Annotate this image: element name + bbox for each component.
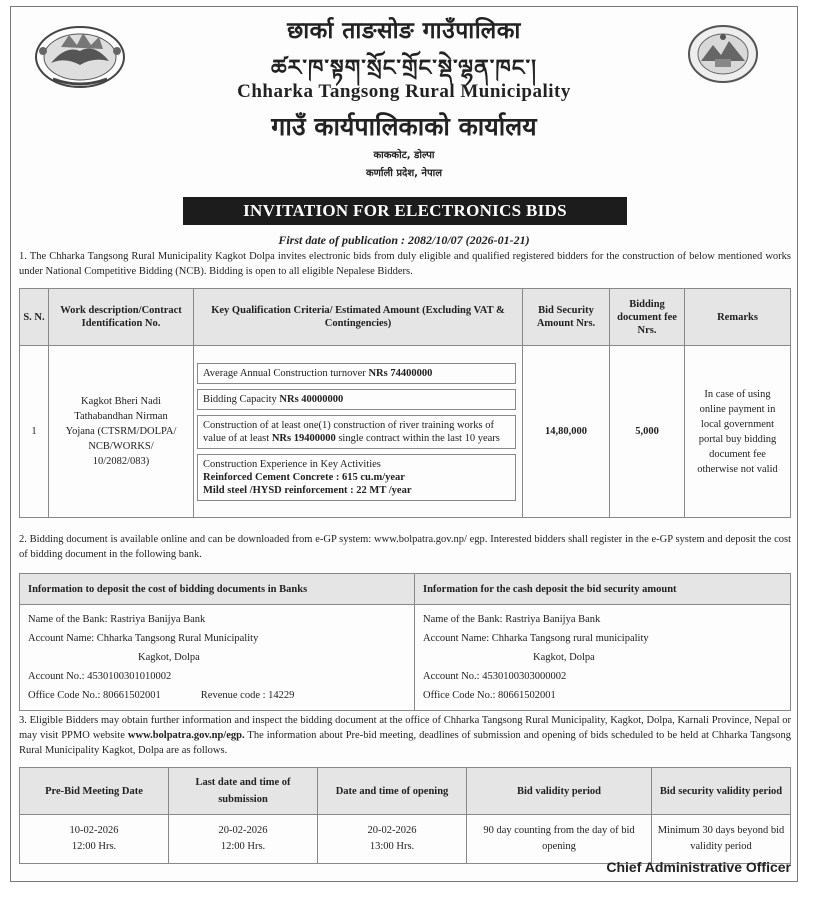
header-bank-left: Information to deposit the cost of bidding documents in Banks bbox=[20, 574, 415, 605]
bank-table bbox=[19, 573, 791, 711]
notice-banner: INVITATION FOR ELECTRONICS BIDS bbox=[183, 197, 627, 225]
office-title: गाउँ कार्यपालिकाको कार्यालय bbox=[271, 112, 537, 141]
paragraph-1: 1. The Chharka Tangsong Rural Municipality Kagkot Dolpa invites electronic bids from duly eligible and qualified registered bidders for the construction of below mentioned works under National Competitive Bidding (NCB). Bidding is open to all eligible Nepalese Bidders. bbox=[19, 251, 791, 277]
criterion-turnover: Average Annual Construction turnover NRs 74400000 bbox=[197, 363, 516, 384]
header-criteria: Key Qualification Criteria/ Estimated Amount (Excluding VAT & Contingencies) bbox=[194, 289, 523, 346]
header-bank-right: Information for the cash deposit the bid security amount bbox=[415, 574, 791, 605]
cell-opening: 20-02-2026 13:00 Hrs. bbox=[318, 815, 467, 864]
address-line-2: कर्णाली प्रदेश, नेपाल bbox=[365, 168, 443, 179]
criterion-bidding-capacity: Bidding Capacity NRs 40000000 bbox=[197, 389, 516, 410]
cell-work: Kagkot Bheri Nadi Tathabandhan Nirman Yojana (CTSRM/DOLPA/ NCB/WORKS/ 10/2082/083) bbox=[49, 346, 194, 518]
header-work: Work description/Contract Identification No. bbox=[49, 289, 194, 346]
bank-info-right: Name of the Bank: Rastriya Banijya Bank Account Name: Chharka Tangsong rural municipality Kagkot, Dolpa Account No.: 4530100303000002 Office Code No.: 80661502001 bbox=[415, 605, 791, 711]
header-validity: Bid validity period bbox=[467, 768, 652, 815]
criterion-similar-work: Construction of at least one(1) construction of river training works of value of at least NRs 19400000 single contract within the last 10 years bbox=[197, 415, 516, 449]
nepali-title: छार्का ताङसोङ गाउँपालिका bbox=[287, 18, 521, 44]
cell-security-validity: Minimum 30 days beyond bid validity period bbox=[652, 815, 791, 864]
tibetan-title: ཚར་ཁ་སྟག་སྲོང་གྲོང་སྡེ་ལྷན་ཁང་། bbox=[271, 56, 537, 81]
table-row bbox=[20, 346, 791, 518]
header-remarks: Remarks bbox=[685, 289, 791, 346]
paragraph-3: 3. Eligible Bidders may obtain further information and inspect the bidding document at the office of Chharka Tangsong Rural Municipality, Kagkot, Dolpa, Karnali Province, Nepal or may visit PPMO website www.bolpatra.gov.np/egp. The information about Pre-bid meeting, deadlines of submission and opening of bids scheduled to be held at Chharka Tangsong Rural Municipality Kagkot, Dolpa are as follows. bbox=[19, 715, 791, 756]
cell-remarks: In case of using online payment in local government portal buy bidding document fee otherwise not valid bbox=[685, 346, 791, 518]
cell-submission: 20-02-2026 12:00 Hrs. bbox=[169, 815, 318, 864]
header-prebid: Pre-Bid Meeting Date bbox=[20, 768, 169, 815]
header-security-validity: Bid security validity period bbox=[652, 768, 791, 815]
cell-sn: 1 bbox=[20, 346, 49, 518]
schedule-table bbox=[19, 767, 791, 864]
header-opening: Date and time of opening bbox=[318, 768, 467, 815]
header-bid-security: Bid Security Amount Nrs. bbox=[523, 289, 610, 346]
publication-date: First date of publication : 2082/10/07 (2026-01-21) bbox=[278, 233, 530, 247]
table-row bbox=[20, 605, 791, 711]
paragraph-2: 2. Bidding document is available online and can be downloaded from e-GP system: www.bolpatra.gov.np/ egp. Interested bidders shall register in the e-GP system and deposit the cost of bidding document in the following bank. bbox=[19, 534, 791, 560]
header-doc-fee: Bidding document fee Nrs. bbox=[610, 289, 685, 346]
criterion-key-activities: Construction Experience in Key Activities Reinforced Cement Concrete : 615 cu.m/year Mild steel /HYSD reinforcement : 22 MT /year bbox=[197, 454, 516, 501]
cell-criteria bbox=[194, 346, 523, 518]
table-row bbox=[20, 815, 791, 864]
address-line-1: काककोट, डोल्पा bbox=[373, 150, 435, 161]
cell-doc-fee: 5,000 bbox=[610, 346, 685, 518]
english-title: Chharka Tangsong Rural Municipality bbox=[237, 81, 571, 102]
bank-info-left: Name of the Bank: Rastriya Banijya Bank Account Name: Chharka Tangsong Rural Municipality Kagkot, Dolpa Account No.: 4530100301010002 Office Code No.: 80661502001 Revenue code : 14229 bbox=[20, 605, 415, 711]
notice-page bbox=[10, 6, 798, 882]
ppmo-url: www.bolpatra.gov.np/egp. bbox=[127, 730, 245, 741]
signature: Chief Administrative Officer bbox=[606, 859, 791, 875]
header-submission: Last date and time of submission bbox=[169, 768, 318, 815]
cell-validity: 90 day counting from the day of bid opening bbox=[467, 815, 652, 864]
header-sn: S. N. bbox=[20, 289, 49, 346]
cell-prebid: 10-02-2026 12:00 Hrs. bbox=[20, 815, 169, 864]
cell-bid-security: 14,80,000 bbox=[523, 346, 610, 518]
works-table bbox=[19, 288, 791, 518]
